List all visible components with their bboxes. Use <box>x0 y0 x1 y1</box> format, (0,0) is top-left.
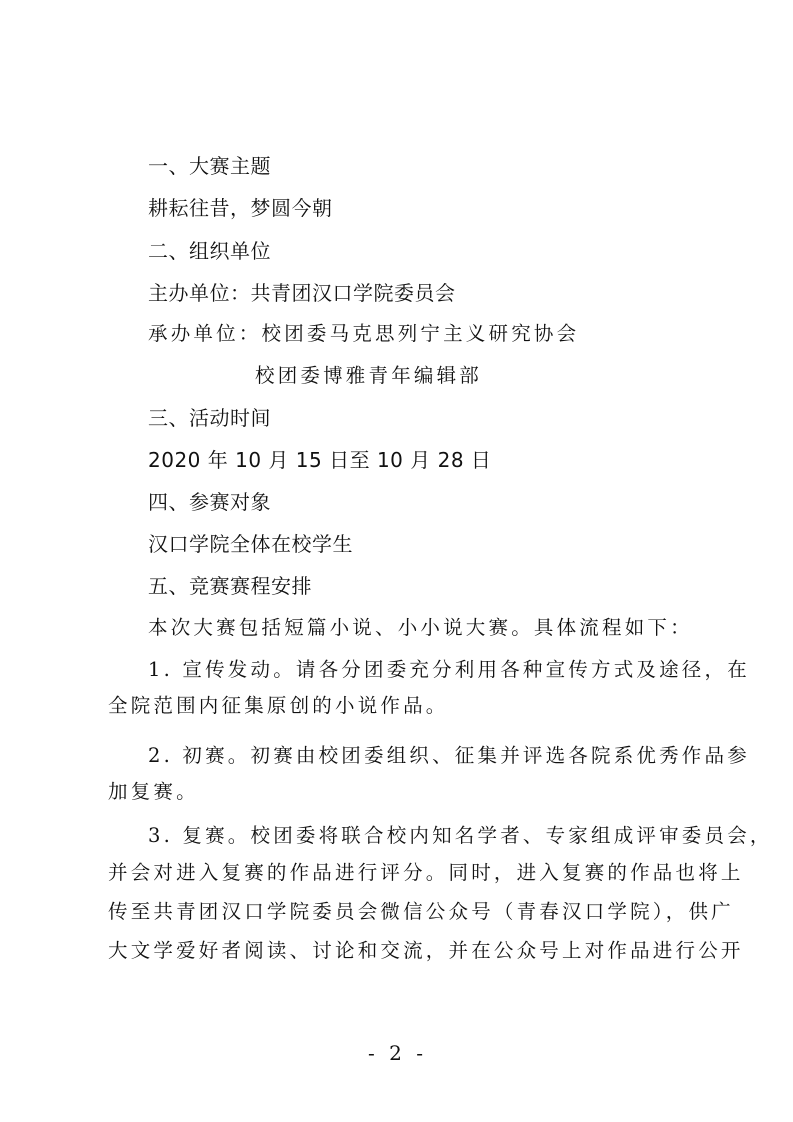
organizer-unit-2: 校团委博雅青年编辑部 <box>255 364 483 387</box>
event-dates: 2020 年 10 月 15 日至 10 月 28 日 <box>148 448 492 472</box>
section-heading-organizers: 二、组织单位 <box>148 239 271 263</box>
organizer-unit-1: 承办单位：校团委马克思列宁主义研究协会 <box>148 322 580 345</box>
step2-line2: 加复赛。 <box>108 780 199 803</box>
step3-line4: 大文学爱好者阅读、讨论和交流，并在公众号上对作品进行公开 <box>108 939 744 962</box>
section-heading-time: 三、活动时间 <box>148 406 271 430</box>
participants-text: 汉口学院全体在校学生 <box>148 532 353 556</box>
schedule-intro: 本次大赛包括短篇小说、小小说大赛。具体流程如下： <box>148 616 693 639</box>
step1-line2: 全院范围内征集原创的小说作品。 <box>108 694 449 717</box>
section-heading-theme: 一、大赛主题 <box>148 154 271 178</box>
theme-text: 耕耘往昔，梦圆今朝 <box>148 196 333 220</box>
step1-line1: 1. 宣传发动。请各分团委充分利用各种宣传方式及途径，在 <box>148 658 750 681</box>
host-unit: 主办单位：共青团汉口学院委员会 <box>148 281 456 305</box>
step3-line2: 并会对进入复赛的作品进行评分。同时，进入复赛的作品也将上 <box>108 861 744 884</box>
step3-line3: 传至共青团汉口学院委员会微信公众号（青春汉口学院），供广 <box>108 900 734 923</box>
section-heading-participants: 四、参赛对象 <box>148 490 271 514</box>
step2-line1: 2. 初赛。初赛由校团委组织、征集并评选各院系优秀作品参 <box>148 744 750 767</box>
step3-line1: 3. 复赛。校团委将联合校内知名学者、专家组成评审委员会， <box>148 824 773 847</box>
section-heading-schedule: 五、竞赛赛程安排 <box>148 574 312 598</box>
page-number: - 2 - <box>368 1041 427 1065</box>
